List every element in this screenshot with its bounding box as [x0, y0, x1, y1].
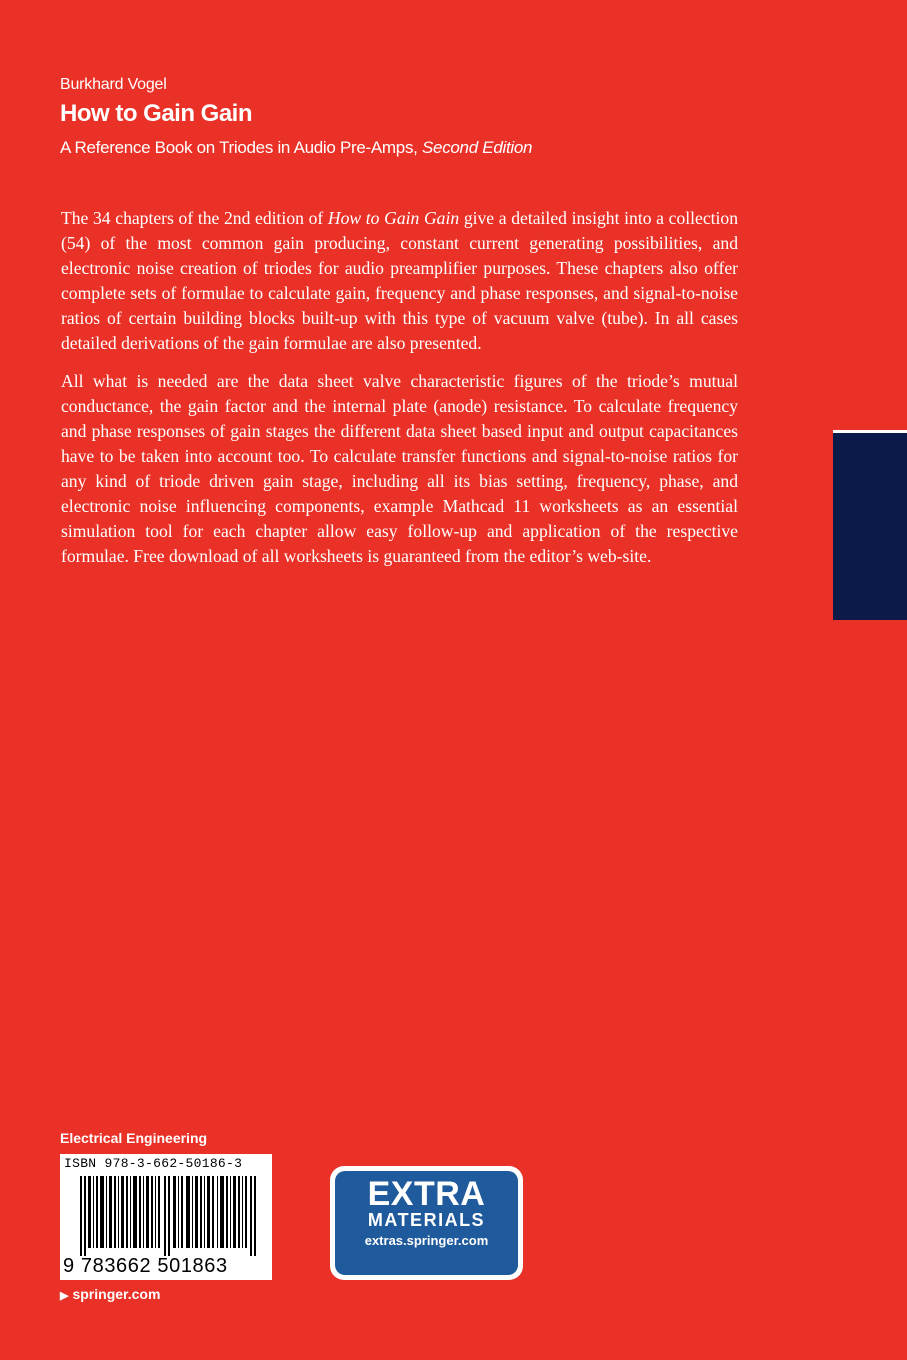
springer-link[interactable] [60, 1286, 160, 1302]
book-subtitle [60, 138, 532, 158]
author-name: Burkhard Vogel [60, 76, 167, 93]
isbn-barcode [60, 1154, 272, 1280]
badge-extra-text: EXTRA [367, 1175, 486, 1213]
blurb-paragraph-1 [61, 206, 738, 355]
badge-inner [335, 1171, 518, 1275]
edge-tab [833, 430, 907, 620]
badge-url: extras.springer.com [364, 1233, 489, 1248]
blurb-paragraph-2: All what is needed are the data sheet valve characteristic figures of the triode’s mutual conductance, the gain factor and the internal plate (anode) resistance. To calculate frequency and phase responses of gain stages the different data sheet based input and output capacitances have to be taken into account too. To calculate transfer functions and signal-to-noise ratios for any kind of triode driven gain stage, including all its bias setting, frequency, phase, and electronic noise influencing components, example Mathcad 11 worksheets as an essential simulation tool for each chapter allow easy follow-up and application of the respective formulae. Free download of all worksheets is guaranteed from the editor’s web-site. [61, 371, 738, 566]
extra-materials-badge[interactable] [330, 1166, 523, 1280]
blurb-p1-title: How to Gain Gain [327, 208, 460, 228]
subject-category: Electrical Engineering [60, 1130, 208, 1146]
play-arrow-icon: ▶ [60, 1290, 69, 1302]
book-title: How to Gain Gain [60, 100, 253, 127]
subtitle-edition: Second Edition [422, 138, 533, 157]
barcode-number: 9 783662 501863 [63, 1255, 228, 1277]
blurb-p1-text: The 34 chapters of the 2nd edition of [61, 208, 328, 228]
springer-link-text: springer.com [72, 1286, 161, 1302]
blurb-p1-text-cont: give a detailed insight into a collection (54) of the most common gain producing, constant current generating possibilities, and electronic noise creation of triodes for audio preamplifier purposes. These chapters also offer complete sets of formulae to calculate gain, frequency and phase responses, and signal-to-noise ratios of certain building blocks built-up with this type of vacuum valve (tube). In all cases detailed derivations of the gain formulae are also presented. [61, 208, 739, 353]
badge-materials-text: MATERIALS [367, 1210, 486, 1230]
isbn-text: ISBN 978-3-662-50186-3 [64, 1156, 243, 1171]
subtitle-main: A Reference Book on Triodes in Audio Pre-Amps, [60, 138, 422, 157]
barcode-bars [80, 1176, 260, 1256]
back-cover-blurb [61, 206, 738, 583]
